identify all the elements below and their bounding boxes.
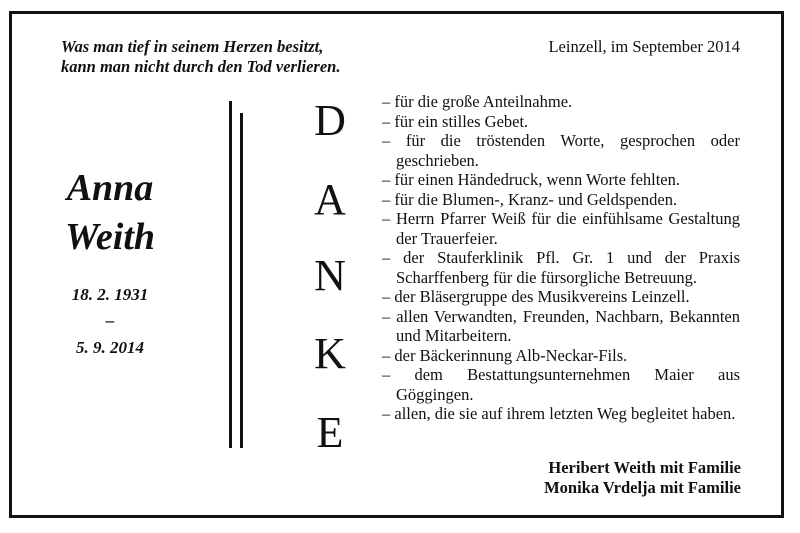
motto-line-1: Was man tief in seinem Herzen besitzt, (61, 37, 324, 56)
birth-date: 18. 2. 1931 (71, 285, 149, 304)
thanks-item: – Herrn Pfarrer Weiß für die einfühlsame Gestaltung der Trauerfeier. (382, 209, 740, 248)
date-separator: – (105, 311, 115, 330)
signatures (544, 458, 741, 498)
death-date: 5. 9. 2014 (76, 338, 144, 357)
place-date: Leinzell, im September 2014 (548, 37, 740, 56)
thanks-item: – dem Bestattungsunternehmen Maier aus Göggingen. (382, 365, 740, 404)
danke-letter-k: K (314, 329, 346, 378)
thanks-item: – der Stauferklinik Pfl. Gr. 1 und der Praxis Scharffenberg für die fürsorgliche Betreuung. (382, 248, 740, 287)
signature-2: Monika Vrdelja mit Familie (544, 478, 741, 497)
thanks-list (382, 92, 740, 424)
deceased-last-name: Weith (64, 216, 156, 258)
danke-letter-e: E (316, 408, 344, 457)
thanks-item: – für die tröstenden Worte, gesprochen oder geschrieben. (382, 131, 740, 170)
divider-line-left (229, 101, 232, 448)
thanks-item: – allen, die sie auf ihrem letzten Weg begleitet haben. (382, 404, 740, 424)
deceased-first-name: Anna (66, 167, 154, 209)
motto-line-2: kann man nicht durch den Tod verlieren. (61, 57, 341, 76)
signature-1: Heribert Weith mit Familie (548, 458, 741, 477)
thanks-item: – für die Blumen-, Kranz- und Geldspenden. (382, 190, 740, 210)
divider-line-right (240, 113, 243, 448)
danke-letter-n: N (314, 251, 346, 300)
thanks-item: – für einen Händedruck, wenn Worte fehlten. (382, 170, 740, 190)
thanks-item: – für die große Anteilnahme. (382, 92, 740, 112)
danke-letter-a: A (314, 175, 346, 224)
danke-letter-d: D (314, 96, 346, 145)
thanks-item: – für ein stilles Gebet. (382, 112, 740, 132)
thanks-item: – allen Verwandten, Freunden, Nachbarn, Bekannten und Mitarbeitern. (382, 307, 740, 346)
motto-quote (61, 37, 340, 77)
thanks-item: – der Bäckerinnung Alb-Neckar-Fils. (382, 346, 740, 366)
thanks-item: – der Bläsergruppe des Musikvereins Leinzell. (382, 287, 740, 307)
